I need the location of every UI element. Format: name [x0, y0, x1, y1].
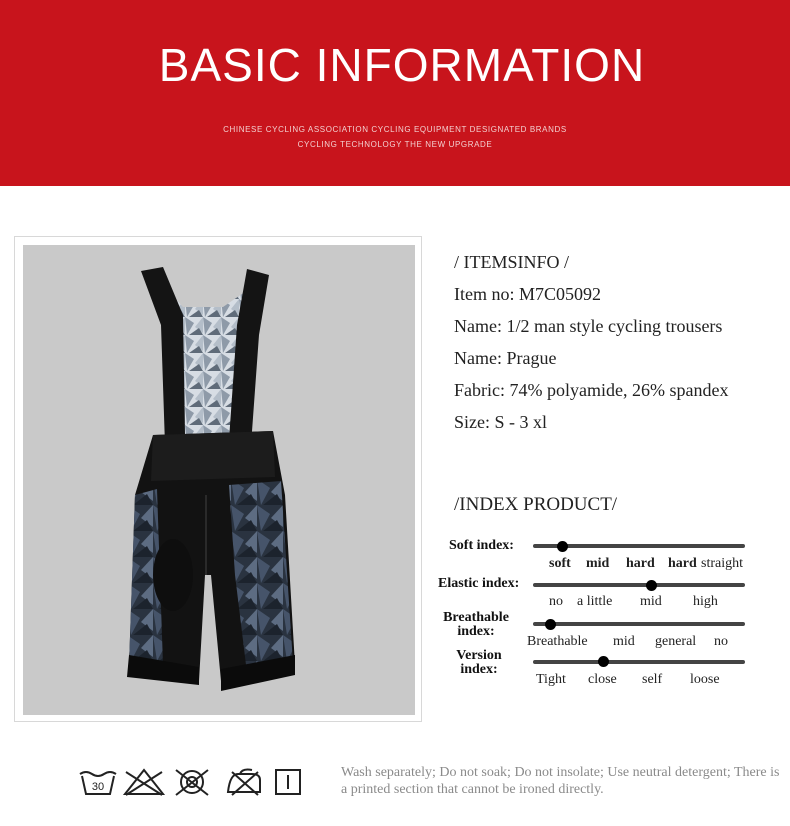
soft-index-marker — [557, 541, 568, 552]
version-index-marker — [598, 656, 609, 667]
soft-option-soft: soft — [549, 556, 571, 571]
elastic-option-mid: mid — [640, 594, 662, 609]
version-option-close: close — [588, 672, 617, 687]
elastic-index-label: Elastic index: — [438, 576, 520, 591]
item-size: Size: S - 3 xl — [454, 412, 547, 432]
elastic-option-a-little: a little — [577, 594, 613, 609]
breathable-label-line-1: Breathable — [443, 610, 509, 625]
breathable-index-marker — [545, 619, 556, 630]
version-index-track — [533, 660, 745, 664]
care-instructions: Wash separately; Do not soak; Do not insolate; Use neutral detergent; There is a printed section that cannot be ironed directly. — [341, 765, 780, 797]
elastic-index-marker — [646, 580, 657, 591]
no-bleach-icon — [122, 768, 166, 801]
version-index-label — [443, 649, 515, 677]
breathable-index-track — [533, 622, 745, 626]
item-number: Item no: M7C05092 — [454, 284, 601, 304]
product-photo-frame — [14, 236, 422, 722]
index-product-heading: /INDEX PRODUCT/ — [454, 494, 618, 515]
soft-option-mid: mid — [586, 556, 610, 571]
breathable-index-label — [440, 611, 512, 639]
itemsinfo-heading: / ITEMSINFO / — [454, 252, 570, 272]
elastic-index-track — [533, 583, 745, 587]
item-fabric: Fabric: 74% polyamide, 26% spandex — [454, 380, 729, 400]
item-name: Name: Prague — [454, 348, 557, 368]
dry-flat-icon — [274, 768, 302, 801]
version-option-tight: Tight — [536, 672, 566, 687]
no-tumble-dry-icon — [172, 768, 212, 801]
soft-option-hard-1: hard — [626, 556, 655, 571]
soft-index-label: Soft index: — [449, 538, 514, 553]
banner-subtitle-2: CYCLING TECHNOLOGY THE NEW UPGRADE — [297, 140, 493, 149]
version-label-line-1: Version — [456, 648, 502, 663]
no-iron-icon — [222, 768, 266, 801]
item-name-style: Name: 1/2 man style cycling trousers — [454, 316, 723, 336]
breathable-option-mid: mid — [613, 634, 635, 649]
elastic-option-no: no — [549, 594, 563, 609]
banner-subtitle-1: CHINESE CYCLING ASSOCIATION CYCLING EQUIPMENT DESIGNATED BRANDS — [223, 125, 567, 134]
elastic-option-high: high — [693, 594, 718, 609]
product-photo — [23, 245, 415, 715]
soft-option-straight: straight — [701, 556, 743, 571]
breathable-option-no: no — [714, 634, 728, 649]
wash-30-icon — [78, 768, 118, 801]
version-label-line-2: index: — [460, 662, 498, 677]
banner-title: BASIC INFORMATION — [158, 39, 646, 91]
bib-shorts-illustration — [23, 245, 415, 715]
version-option-self: self — [642, 672, 663, 687]
version-option-loose: loose — [690, 672, 720, 687]
breathable-option-general: general — [655, 634, 697, 649]
header-banner — [0, 0, 790, 186]
breathable-option-breathable: Breathable — [527, 634, 588, 649]
breathable-label-line-2: index: — [457, 624, 495, 639]
wash-temp-label: 30 — [91, 781, 105, 793]
soft-option-hard-2: hard — [668, 556, 697, 571]
